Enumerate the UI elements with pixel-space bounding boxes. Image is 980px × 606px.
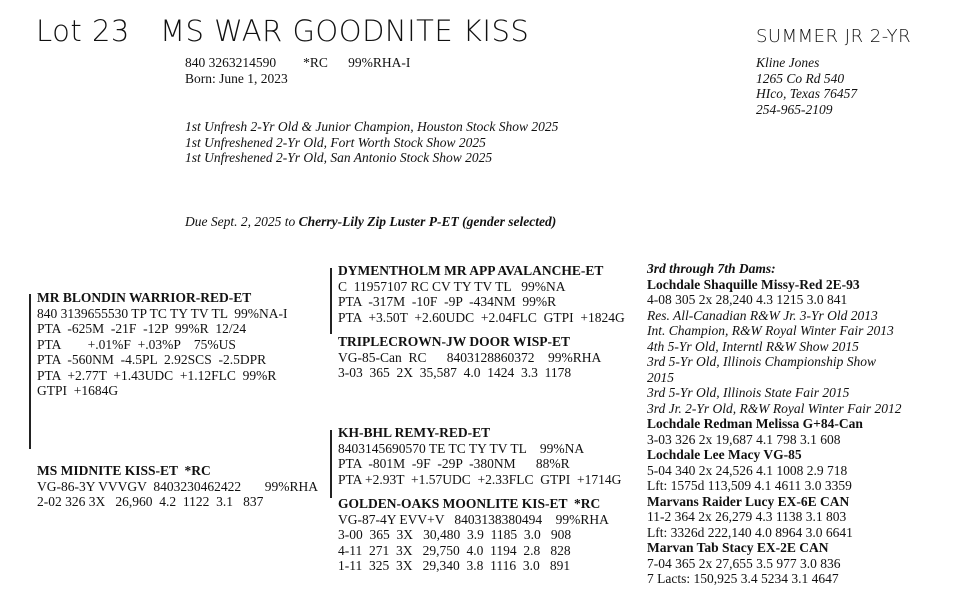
dam-entry-award: 3rd Jr. 2-Yr Old, R&W Royal Winter Fair 2012 [647,400,902,416]
dam-entry-record: 11-2 364 2x 26,279 4.3 1138 3.1 803 [647,509,847,524]
dam-entry-record: 3-03 326 2x 19,687 4.1 798 3.1 608 [647,431,841,447]
award-line: 1st Unfreshened 2-Yr Old, San Antonio Stock Show 2025 [185,150,493,165]
service-sire: Cherry-Lily Zip Luster P-ET (gender selected) [298,214,557,229]
due-prefix: Due Sept. 2, 2025 to [185,214,299,229]
consignor-city: HIco, Texas 76457 [756,86,858,101]
consignor-block [756,55,857,117]
sire-dam-info-line: VG-85-Can RC 8403128860372 99%RHA [338,349,602,365]
dam-entry-name: Lochdale Lee Macy VG-85 [647,447,802,462]
registration-line: 840 3263214590 *RC 99%RHA-I [185,55,411,70]
consignor-name: Kline Jones [756,55,820,70]
dam-block [37,463,318,510]
sire-block [37,290,288,399]
dam-info-line: VG-86-3Y VVVGV 8403230462422 99%RHA [37,478,318,494]
dam-entry-name: Lochdale Shaquille Missy-Red 2E-93 [647,276,860,292]
sire-sire-block [338,263,625,325]
dam-entry-name: Marvans Raider Lucy EX-6E CAN [647,493,850,509]
birth-date: Born: June 1, 2023 [185,70,288,86]
dams-column [647,261,972,587]
sire-dam-info-line: 3-03 365 2X 35,587 4.0 1424 3.3 1178 [338,365,572,380]
sire-info-line: PTA +2.77T +1.43UDC +1.12FLC 99%R [37,367,277,383]
dam-entry-name: Marvan Tab Stacy EX-2E CAN [647,540,829,555]
dam-entry-record: 5-04 340 2x 24,526 4.1 1008 2.9 718 [647,462,848,478]
dam-entry-record: 4-08 305 2x 28,240 4.3 1215 3.0 841 [647,292,848,307]
animal-name: MS WAR GOODNITE KISS [160,14,530,48]
dam-sire-info-line: 8403145690570 TE TC TY TV TL 99%NA [338,440,585,456]
consignor-address: 1265 Co Rd 540 [756,70,845,86]
consignor-phone: 254-965-2109 [756,101,833,117]
dam-dam-info-line: 1-11 325 3X 29,340 3.8 1116 3.0 891 [338,558,571,573]
dams-heading: 3rd through 7th Dams: [647,261,776,276]
dam-entry-record: 7 Lacts: 150,925 3.4 5234 3.1 4647 [647,571,839,586]
sire-info-line: PTA -625M -21F -12P 99%R 12/24 [37,321,247,336]
registration-block [185,55,410,86]
dam-dam-name: GOLDEN-OAKS MOONLITE KIS-ET *RC [338,496,601,511]
dam-entry-name: Lochdale Redman Melissa G+84-Can [647,416,863,431]
dam-entry-award: Int. Champion, R&W Royal Winter Fair 2013 [647,323,894,338]
dams-list [647,277,972,587]
pedigree-bar-left [29,294,31,449]
sire-dam-name: TRIPLECROWN-JW DOOR WISP-ET [338,334,571,349]
dam-entry-record: 7-04 365 2x 27,655 3.5 977 3.0 836 [647,555,841,571]
dam-info-line: 2-02 326 3X 26,960 4.2 1122 3.1 837 [37,494,264,509]
sire-sire-info-line: PTA -317M -10F -9P -434NM 99%R [338,294,557,309]
sire-info-line: PTA -560NM -4.5PL 2.92SCS -2.5DPR [37,352,267,367]
sire-sire-info-line: PTA +3.50T +2.60UDC +2.04FLC GTPI +1824G [338,309,625,325]
awards-block [185,119,558,166]
sire-info-line: 840 3139655530 TP TC TY TV TL 99%NA-I [37,305,288,321]
lot-number: Lot 23 [36,14,130,48]
sire-name: MR BLONDIN WARRIOR-RED-ET [37,290,252,305]
dam-entry-record: Lft: 3326d 222,140 4.0 8964 3.0 6641 [647,524,853,540]
award-line: 1st Unfreshened 2-Yr Old, Fort Worth Stock Show 2025 [185,134,486,150]
dam-sire-info-line: PTA -801M -9F -29P -380NM 88%R [338,456,570,471]
dam-entry-record: Lft: 1575d 113,509 4.1 4611 3.0 3359 [647,478,852,493]
award-line: 1st Unfresh 2-Yr Old & Junior Champion, Houston Stock Show 2025 [185,119,559,134]
sire-info-line: GTPI +1684G [37,383,119,398]
dam-sire-name: KH-BHL REMY-RED-ET [338,425,491,440]
dam-entry-award: 4th 5-Yr Old, Interntl R&W Show 2015 [647,338,859,354]
dam-entry-award: 3rd 5-Yr Old, Illinois State Fair 2015 [647,385,850,400]
dam-entry-award: 3rd 5-Yr Old, Illinois Championship Show [647,354,877,369]
dam-dam-block [338,496,609,574]
dam-dam-info-line: 4-11 271 3X 29,750 4.0 1194 2.8 828 [338,542,571,558]
dam-dam-info-line: VG-87-4Y EVV+V 8403138380494 99%RHA [338,511,609,527]
sire-sire-info-line: C 11957107 RC CV TY TV TL 99%NA [338,278,566,294]
due-line [185,214,556,230]
sire-info-line: PTA +.01%F +.03%P 75%US [37,336,236,352]
pedigree-bar-dam [330,430,332,498]
show-class: SUMMER JR 2-YR [756,26,912,47]
pedigree-bar-sire [330,268,332,334]
dam-sire-info-line: PTA +2.93T +1.57UDC +2.33FLC GTPI +1714G [338,471,622,487]
sire-dam-block [338,334,601,381]
dam-entry-award: 2015 [647,369,674,385]
sire-sire-name: DYMENTHOLM MR APP AVALANCHE-ET [338,263,604,278]
dam-sire-block [338,425,621,487]
dam-dam-info-line: 3-00 365 3X 30,480 3.9 1185 3.0 908 [338,527,572,542]
dam-name: MS MIDNITE KISS-ET *RC [37,463,211,478]
dam-entry-award: Res. All-Canadian R&W Jr. 3-Yr Old 2013 [647,307,878,323]
